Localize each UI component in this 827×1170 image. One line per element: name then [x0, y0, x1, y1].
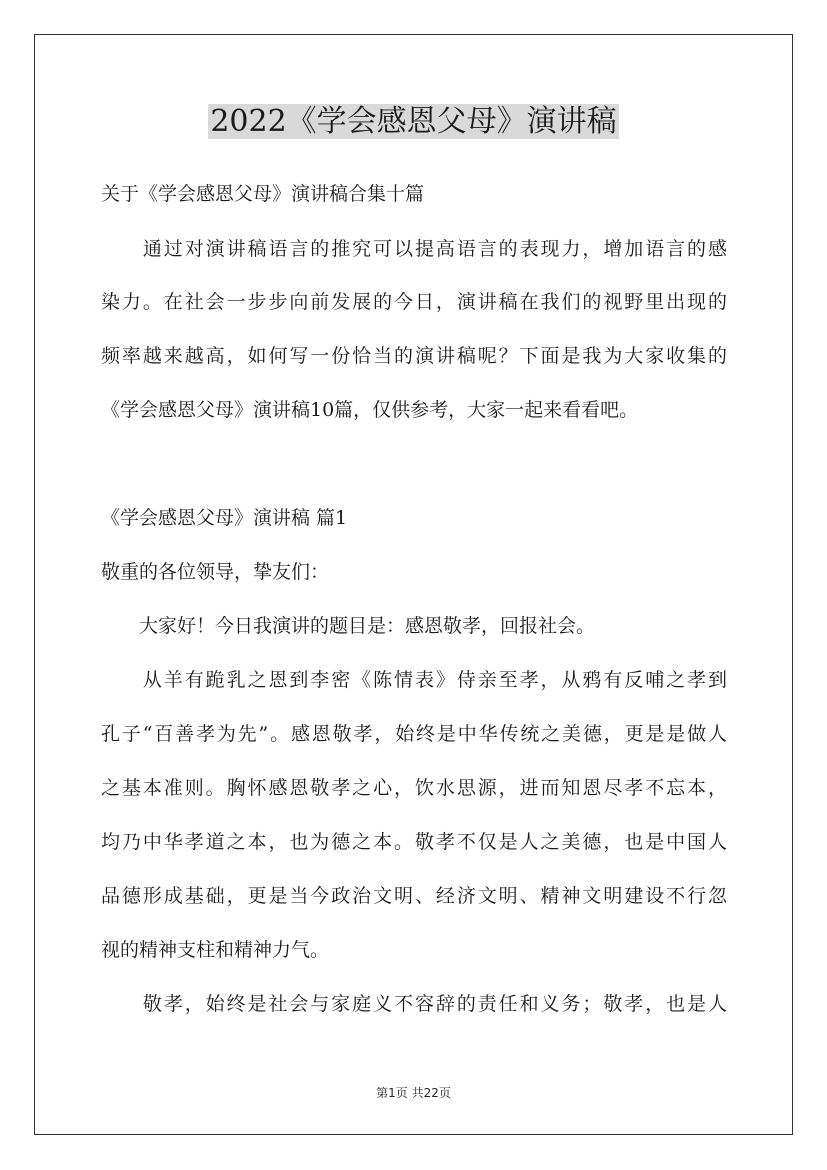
intro-line-1: 通过对演讲稿语言的推究可以提高语言的表现力，增加语言的感 — [101, 238, 727, 260]
body-line-5: 品德形成基础，更是当今政治文明、经济文明、精神文明建设不行忽 — [101, 885, 727, 907]
salutation: 敬重的各位领导，挚友们： — [101, 561, 330, 583]
body-line-2: 孔子“百善孝为先”。感恩敬孝，始终是中华传统之美德，更是是做人 — [101, 723, 727, 745]
page-footer: 第1页 共22页 — [376, 1086, 451, 1100]
title-text: 2022《学会感恩父母》演讲稿 — [210, 104, 617, 139]
intro-line-2: 染力。在社会一步步向前发展的今日，演讲稿在我们的视野里出现的 — [101, 291, 727, 313]
body-line-4: 均乃中华孝道之本，也为德之本。敬孝不仅是人之美德，也是中国人 — [101, 831, 727, 853]
intro-line-4: 《学会感恩父母》演讲稿10篇，仅供参考，大家一起来看看吧。 — [101, 399, 639, 421]
document-title — [0, 102, 827, 142]
body-line-3: 之基本准则。胸怀感恩敬孝之心，饮水思源，进而知恩尽孝不忘本， — [101, 777, 727, 799]
intro-line-3: 频率越来越高，如何写一份恰当的演讲稿呢？下面是我为大家收集的 — [101, 345, 727, 367]
body-line-6: 视的精神支柱和精神力气。 — [101, 939, 330, 961]
body-line-7: 敬孝，始终是社会与家庭义不容辞的责任和义务；敬孝，也是人 — [101, 993, 727, 1015]
greeting-line: 大家好！今日我演讲的题目是：感恩敬孝，回报社会。 — [101, 615, 596, 637]
subtitle: 关于《学会感恩父母》演讲稿合集十篇 — [101, 183, 425, 205]
body-line-1: 从羊有跪乳之恩到李密《陈情表》侍亲至孝，从鸦有反哺之孝到 — [101, 669, 727, 691]
section-heading: 《学会感恩父母》演讲稿 篇1 — [101, 507, 348, 529]
